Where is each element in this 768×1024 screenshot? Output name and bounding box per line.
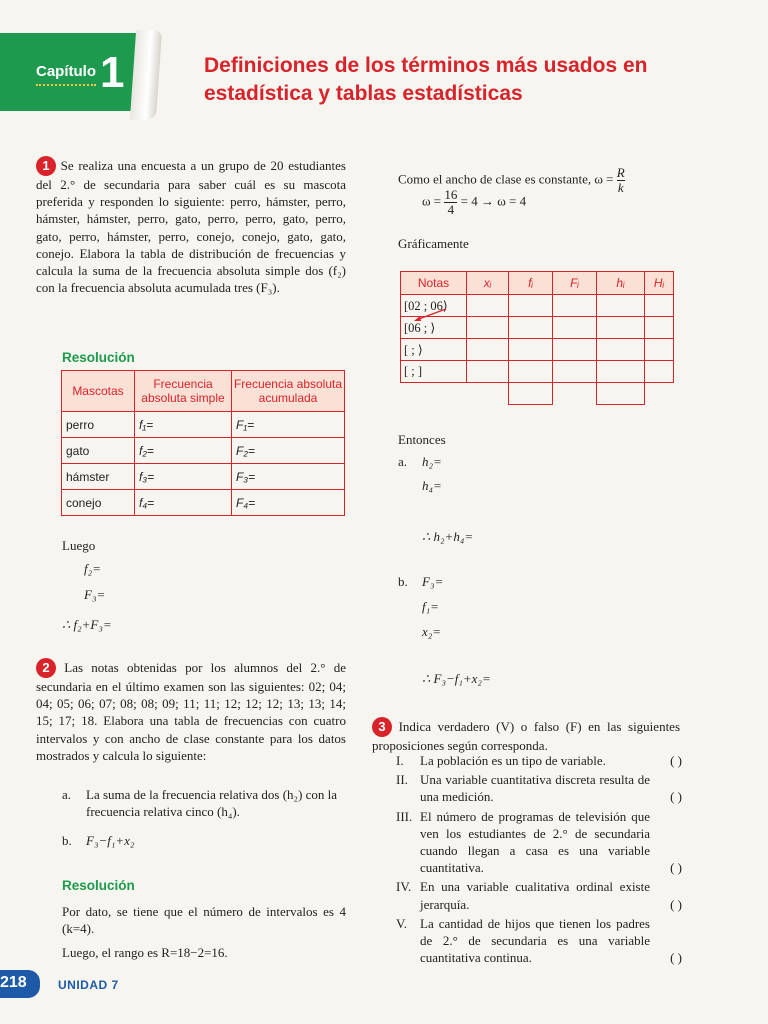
class-width-sentence: Como el ancho de clase es constante, ω = [398,171,614,187]
title-line-1: Definiciones de los términos más usados en [204,54,648,77]
cell: hámster [62,464,135,490]
answer-line: ∴ F₃−f₁+x₂= [422,671,491,686]
red-arrow-annotation [410,306,450,324]
statement-text: La cantidad de hijos que tienen los padres de 2.° de secundaria es una variable cuantitativa continua. [420,915,650,966]
chapter-dots [36,84,96,86]
answer-line: ∴ h₂+h₄= [422,529,474,544]
resolution-label-2: Resolución [62,878,135,893]
roman-numeral: II. [396,772,408,788]
frac-den: k [617,180,624,195]
problem-number-2: 2 [36,658,56,678]
chapter-number: 1 [100,48,125,97]
cell: F₃= [232,464,345,490]
table-row [62,412,345,438]
chapter-tab-curl [130,30,162,120]
statement-text: La población es un tipo de variable. [420,753,606,768]
list-item [396,878,682,912]
table-row [401,339,674,361]
interval-cell: [ ; ⟩ [401,339,467,361]
item-a-text: La suma de la frecuencia relativa dos (h₂) con la frecuencia relativa cinco (h₄). [86,787,338,820]
title-line-2: estadística y tablas estadísticas [204,82,523,105]
table-row [62,438,345,464]
statement-text: Una variable cuantitativa discreta resulta de una medición. [420,772,650,805]
then-label-1: Luego [62,538,96,553]
item-b-label: b. [62,833,72,848]
cell: conejo [62,490,135,516]
table-header-row [401,272,674,295]
roman-numeral: V. [396,915,407,931]
problem-2 [36,658,346,764]
interval-cell: [06 ; ⟩ [401,317,467,339]
interval-cell: [02 ; 06⟩ [401,295,467,317]
omega-prefix: ω = [422,193,442,209]
then-label-2: Entonces [398,432,446,447]
answer-blank[interactable]: ( ) [670,860,682,876]
statement-text: El número de programas de televisión que ven los estudiantes de 2.° de secundaria cuando llegan a casa es una variable cuantitativa. [420,808,650,876]
fraction-r-k [617,166,625,195]
col-header: xᵢ [467,272,509,295]
frac-den: 4 [447,202,455,217]
chapter-label: Capítulo [36,63,96,80]
cell: f₂= [135,438,232,464]
grades-frequency-table [400,271,674,405]
cell: F₁= [232,412,345,438]
answer-blank[interactable]: ( ) [670,896,682,912]
answer-line: F₃= [84,587,106,602]
col-header: Fᵢ [553,272,597,295]
omega-rest: = 4 → ω = 4 [460,193,527,209]
resolution-label-1: Resolución [62,350,135,365]
problem-1-text: Se realiza una encuesta a un grupo de 20 estudiantes del 2.° de secundaria para saber cuál es su mascota preferida y responden lo siguiente: perro, hámster, perro, hámster, hámster, perro, gato, perro, perro, gato, perro, gato, perro, hámster, perro, conejo, conejo, gato, gato, conejo. Elabora la tabla de distribución de frecuencias y calcula la suma de la frecuencia absoluta simple dos (f₂) con la frecuencia absoluta acumulada tres (F₃). [36,158,346,296]
cell: gato [62,438,135,464]
col-header-abs-simple: Frecuencia absoluta simple [135,371,232,412]
table-row [62,490,345,516]
col-header: Hᵢ [645,272,674,295]
part-a-label: a. [398,454,408,469]
cell: F₂= [232,438,345,464]
cell: perro [62,412,135,438]
list-item [396,915,682,967]
item-a-label: a. [62,787,72,802]
statement-text: En una variable cualitativa ordinal existe jerarquía. [420,879,650,912]
page-number: 218 [0,974,27,991]
roman-numeral: IV. [396,879,412,895]
answer-blank[interactable]: ( ) [670,789,682,805]
answer-line: h₄= [422,478,442,493]
answer-line: x₂= [422,624,442,639]
problem-number-3: 3 [372,717,392,737]
table-row [62,464,345,490]
frac-num: 16 [444,187,458,202]
col-header-pets: Mascotas [62,371,135,412]
resolution-text-1: Por dato, se tiene que el número de intervalos es 4 (k=4). [62,904,346,937]
cell: f₃= [135,464,232,490]
answer-line: h₂= [422,454,442,469]
col-header: fᵢ [509,272,553,295]
problem-number-1: 1 [36,156,56,176]
col-header: hᵢ [597,272,645,295]
problem-3-text: Indica verdadero (V) o falso (F) en las siguientes proposiciones según corresponda. [372,719,681,753]
unit-label: UNIDAD 7 [58,978,119,992]
problem-1 [36,156,346,296]
resolution-text-2: Luego, el rango es R=18−2=16. [62,945,228,960]
frac-num: R [616,165,625,180]
col-header: Notas [401,272,467,295]
answer-blank[interactable]: ( ) [670,950,682,966]
problem-2-text: Las notas obtenidas por los alumnos del 2.° de secundaria en el último examen son las siguientes: 02; 04; 04; 05; 06; 07; 08; 08; 09; 11; 11; 12; 12; 12; 13; 13; 14; 15; 17; 18. Elabora una tabla de frecuencias con cuatro intervalos y con ancho de clase constante para los datos mostrados y calcula lo siguiente: [36,660,347,763]
answer-line: f₁= [422,599,439,614]
graph-label: Gráficamente [398,236,469,251]
list-item [396,808,682,877]
col-header-abs-cumulative: Frecuencia absoluta acumulada [232,371,345,412]
list-item [396,771,682,805]
table-row [401,361,674,383]
cell: f₄= [135,490,232,516]
cell: f₁= [135,412,232,438]
answer-line: ∴ f₂+F₃= [62,617,112,632]
list-item [396,752,682,769]
interval-cell: [ ; ] [401,361,467,383]
roman-numeral: III. [396,808,413,824]
roman-numeral: I. [396,753,404,768]
problem-3-intro [372,717,680,754]
omega-calc [422,188,526,217]
item-b-text: F₃−f₁+x₂ [86,833,135,848]
answer-line: f₂= [84,561,101,576]
answer-line: F₃= [422,574,444,589]
table-row [401,383,674,405]
pets-frequency-table [61,370,345,516]
cell: F₄= [232,490,345,516]
table-header-row [62,371,345,412]
part-b-label: b. [398,574,408,589]
fraction-16-4 [444,188,457,217]
statements-list [396,752,682,966]
answer-blank[interactable]: ( ) [670,753,682,768]
page-title [204,52,674,108]
